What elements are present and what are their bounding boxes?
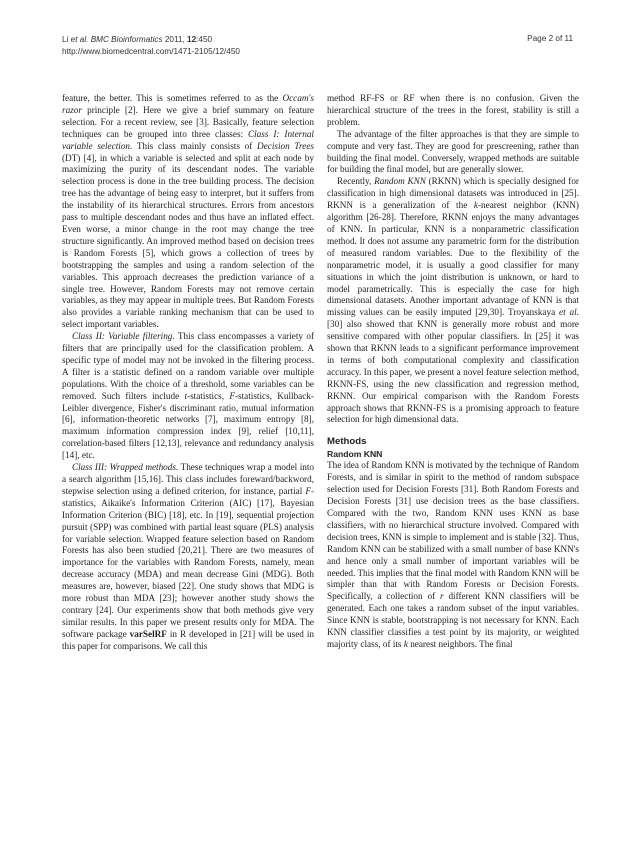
text-run: Recently, [337,176,375,187]
left-column [62,93,314,653]
subsection-title-random-knn: Random KNN [327,449,383,460]
package-varselrf: varSelRF [129,628,167,639]
text-run: (DT) [4], in which a variable is selected and split at each node by maximizing the purity of its descendant nodes. The variable selection process is done in the tree building process. The decision tree has the advantage of being easy to interpret, but it suffers from the instability of its hierarchical structures. Errors from ancestors pass to multiple descendant nodes and thus have an inflated effect. Even worse, a minor change in the root may change the tree structure significantly. An improved method based on decision trees is Random Forests [5], which grows a collection of trees by bootstrapping the samples and using a random selection of the variables. This approach decreases the prediction variance of a single tree. However, Random Forests may not remove certain variables, as they may appear in multiple trees. But Random Forests also provides a variable ranking mechanism that can be used to select important variables. [62,152,314,330]
class-iii-heading: Class III: Wrapped methods. [72,462,179,473]
symbol-f: F [305,485,311,496]
text-run: nearest neighbors. The final [407,638,513,649]
paragraph-class-iii [62,462,314,653]
class-ii-heading: Class II: Variable filtering. [72,331,175,342]
running-header [62,34,240,58]
header-etal: et al. [70,35,89,44]
symbol-k: k [403,638,408,649]
header-article: :450 [196,35,213,44]
text-run: different KNN classifiers will be generated. Each one takes a random subset of the input variables. Since KNN is stable, bootstrapping is not necessary for KNN. Each KNN classifier classifies a test point by its majority, or weighted majority class, of its [327,591,579,649]
symbol-t: t [184,390,188,401]
text-run: [30] also showed that KNN is generally more robust and more sensitive compared with other popular classifiers. In [25] it was shown that RKNN leads to a significant performance improvement in terms of both computational complexity and classification accuracy. In this paper, we present a novel feature selection method, RKNN-FS, using the new classification and regression method, RKNN. Our empirical comparison with the Random Forests approach shows that RKNN-FS is a promising approach to feature selection for high dimensional data. [327,319,579,425]
text-run: (RKNN) which is specially designed for classification in high dimensional datasets was introduced in [25]. RKNN is a generalization of the [327,176,579,211]
term-decision-trees: Decision Trees [257,140,314,151]
header-journal: BMC Bioinformatics [90,35,163,44]
section-title-methods: Methods [327,436,367,448]
citation-line [62,34,240,46]
paragraph-random-knn [327,460,579,651]
text-run: feature, the better. This is sometimes referred to as the [62,93,283,103]
text-run: principle [2]. Here we give a brief summary on feature selection. For a recent review, see [3]. Basically, feature selection techniques can be grouped into three classes: [62,104,314,139]
page-number: Page 2 of 11 [527,34,573,43]
symbol-r: r [440,591,444,602]
text-run: -statistics, [187,390,230,401]
text-run: The idea of Random KNN is motivated by the technique of Random Forests, and is similar in spirit to the method of random subspace selection used for Decision Forests [31]. Both Random Forests and Decision Forests [31] use decision trees as the base classifiers. Compared with the two, Random KNN uses KNN as base classifiers, with no hierarchical structure involved. Compared with decision trees, KNN is simple to implement and is stable [32]. Thus, Random KNN can be stabilized with a small number of base KNN's and hence only a small number of important variables will be needed. This implies that the final model with Random KNN will be simpler than that with Random Forests or Decision Forests. Specifically, a collection of [327,460,579,602]
text-run: This class encompasses a variety of filters that are principally used for the classification problem. A specific type of model may not be invoked in the filtering process. A filter is a statistic defined on a random variable over multiple populations. With the choice of a threshold, some variables can be removed. Such filters include [62,331,315,401]
term-random-knn: Random KNN [374,176,426,187]
term-et-al: et al. [559,307,579,318]
symbol-f: F [229,390,235,401]
right-column [327,93,579,651]
paragraph-class-ii [62,331,314,462]
header-url[interactable]: http://www.biomedcentral.com/1471-2105/12/450 [62,47,240,56]
paragraph-rf-fs: method RF-FS or RF when there is no confusion. Given the hierarchical structure of the trees in the forest, stability is still a problem. [327,93,579,127]
text-run: -statistics, Aikaike's Information Criterion (AIC) [17], Bayesian Information Criterion (BIC) [18], etc. In [19], sequential projection pursuit (SPP) was combined with partial least square (PLS) analysis for variable selection. Wrapped feature selection based on Random Forests has also been studied [20,21]. There are two measures of importance for the variables with Random Forests, namely, mean decrease accuracy (MDA) and mean decrease Gini (MDG). Both measures are, however, biased [22]. One study shows that MDG is more robust than MDA [23]; however another study shows the contrary [24]. Our experiments show that both methods give very similar results. In this paper we present results only for MDA. The software package [62,485,314,639]
text-run: -nearest neighbor (KNN) algorithm [26-28]. Therefore, RKNN enjoys the many advantages of KNN. In particular, KNN is a nonparametric classification method. It does not assume any parametric form for the distribution of measured random variables. Due to the flexibility of the nonparametric model, it is usually a good classifier for many situations in which the joint distribution is unknown, or hard to model parametrically. This is especially the case for high dimensional datasets. Another important advantage of KNN is that missing values can be easily imputed [29,30]. Troyanskaya [327,200,579,318]
header-year: 2011, [164,35,185,44]
text-run: in R developed in [21] will be used in this paper for comparisons. We call this [62,628,314,651]
class-i-heading: Class I: Internal variable selection. [62,128,314,151]
term-occams-razor: Occam's razor [62,93,314,115]
text-run: These techniques wrap a model into a search algorithm [15,16]. This class includes foreward/backword, stepwise selection using a defined criterion, for instance, partial [62,462,314,496]
paragraph-intro [62,93,314,331]
paragraph-filter-advantage: The advantage of the filter approaches is that they are simple to compute and very fast. They are good for prescreening, rather than building the final model. Conversely, wrapped methods are suitable for building the final model, but are generally slower. [327,128,579,175]
header-volume: 12 [187,35,197,44]
header-authors: Li [62,35,69,44]
paragraph-rknn-intro [327,176,579,426]
text-run: -statistics, Kullback-Leibler divergence, Fisher's discriminant ratio, mutual information [6], information-theoretic networks [7], maximum entropy [8], maximum information compression index [9], relief [10,11], correlation-based filters [12,13], relevance and redundancy analysis [14], etc. [62,390,314,461]
text-run: This class mainly consists of [132,140,258,151]
symbol-k: k [473,200,478,211]
